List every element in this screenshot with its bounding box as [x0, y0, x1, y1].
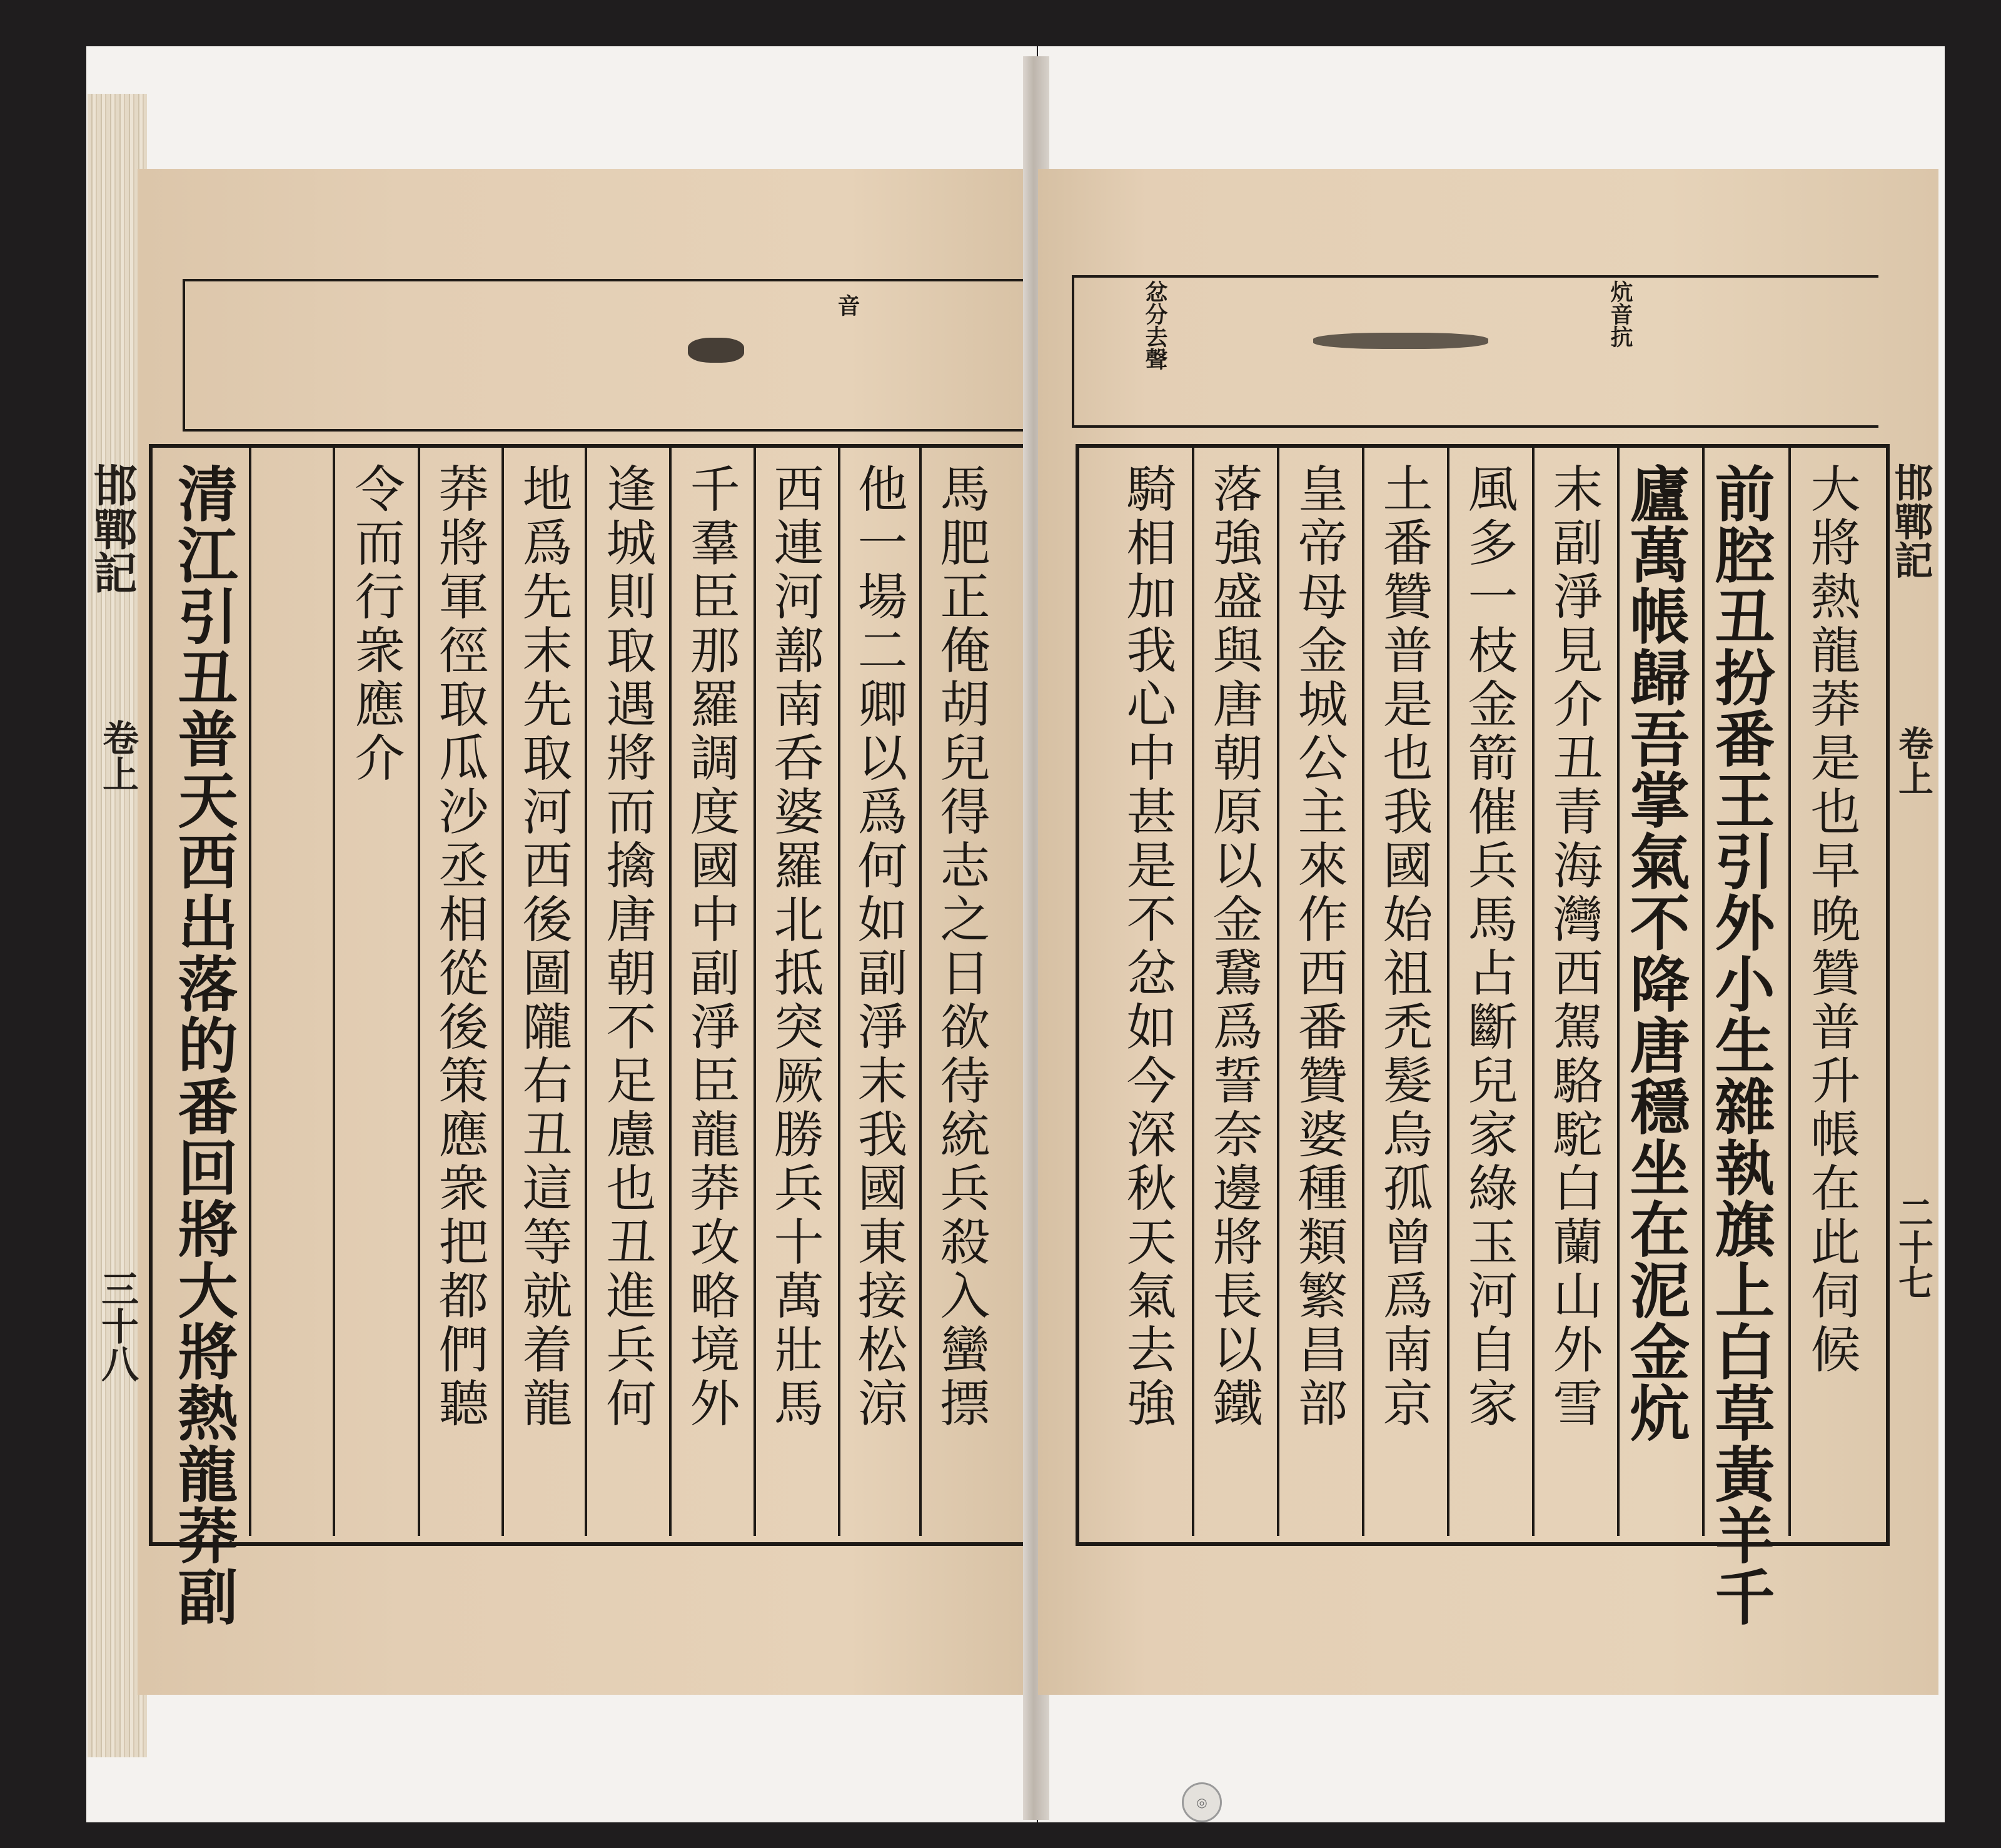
left-margin-volume: 卷上	[96, 719, 139, 792]
right-column-3: 廬萬帳歸吾掌氣不降唐穩坐在泥金炕	[1620, 463, 1691, 1443]
right-header-box	[1072, 275, 1878, 428]
left-page	[86, 169, 1026, 1695]
right-column-5: 風多一枝金箭催兵馬占斷兒家綠玉河自家	[1459, 463, 1518, 1431]
left-column-2: 他一場二卿以爲何如副淨末我國東接松涼	[849, 463, 907, 1431]
left-margin-title: 邯鄲記	[86, 463, 138, 594]
left-column-6: 地爲先末先取河西後圖隴右丑這等就着龍	[514, 463, 572, 1431]
left-column-3: 西連河鄯南呑婆羅北抵突厥勝兵十萬壯馬	[765, 463, 824, 1431]
left-column-8: 令而行衆應介	[346, 463, 405, 785]
right-column-4: 末副淨見介丑青海灣西駕駱駝白蘭山外雪	[1545, 463, 1603, 1431]
right-column-2: 前腔丑扮番王引外小生雜執旗上白草黃羊千	[1705, 463, 1776, 1627]
left-column-5: 逢城則取遇將而擒唐朝不足慮也丑進兵何	[598, 463, 656, 1431]
left-column-7: 莽將軍徑取瓜沙丞相從後策應衆把都們聽	[430, 463, 488, 1431]
left-column-1: 馬肥正俺胡兒得志之日欲待統兵殺入蠻摽	[932, 463, 990, 1431]
right-column-6: 土番贊普是也我國始祖禿髮烏孤曾爲南京	[1374, 463, 1433, 1431]
ink-smudge	[1313, 333, 1488, 349]
ink-smudge	[688, 338, 744, 363]
library-seal-icon: ◎	[1182, 1782, 1222, 1822]
left-header-box	[183, 279, 1028, 432]
right-page	[1038, 169, 1938, 1695]
right-column-7: 皇帝母金城公主來作西番贊婆種類繁昌部	[1289, 463, 1348, 1431]
right-margin-title: 邯鄲記	[1888, 463, 1933, 579]
right-column-1: 大將熱龍莽是也早晚贊普升帳在此伺候	[1802, 463, 1860, 1377]
left-header-note: 音	[834, 294, 860, 316]
right-column-9: 騎相加我心中甚是不忿如今深秋天氣去強	[1118, 463, 1176, 1431]
left-column-9: 清江引丑普天西出落的番回將大將熱龍莽副	[168, 463, 239, 1627]
left-column-4: 千羣臣那羅調度國中副淨臣龍莽攻略境外	[682, 463, 740, 1431]
right-margin-volume: 卷上	[1893, 725, 1934, 795]
right-margin-page-number: 二十七	[1893, 1194, 1934, 1300]
right-header-note-2: 忿分去聲	[1142, 280, 1168, 370]
right-header-note-1: 炕音抗	[1607, 280, 1633, 348]
left-margin-page-number: 三十八	[95, 1270, 139, 1382]
right-column-8: 落強盛與唐朝原以金鵞爲誓奈邊將長以鐵	[1204, 463, 1263, 1431]
